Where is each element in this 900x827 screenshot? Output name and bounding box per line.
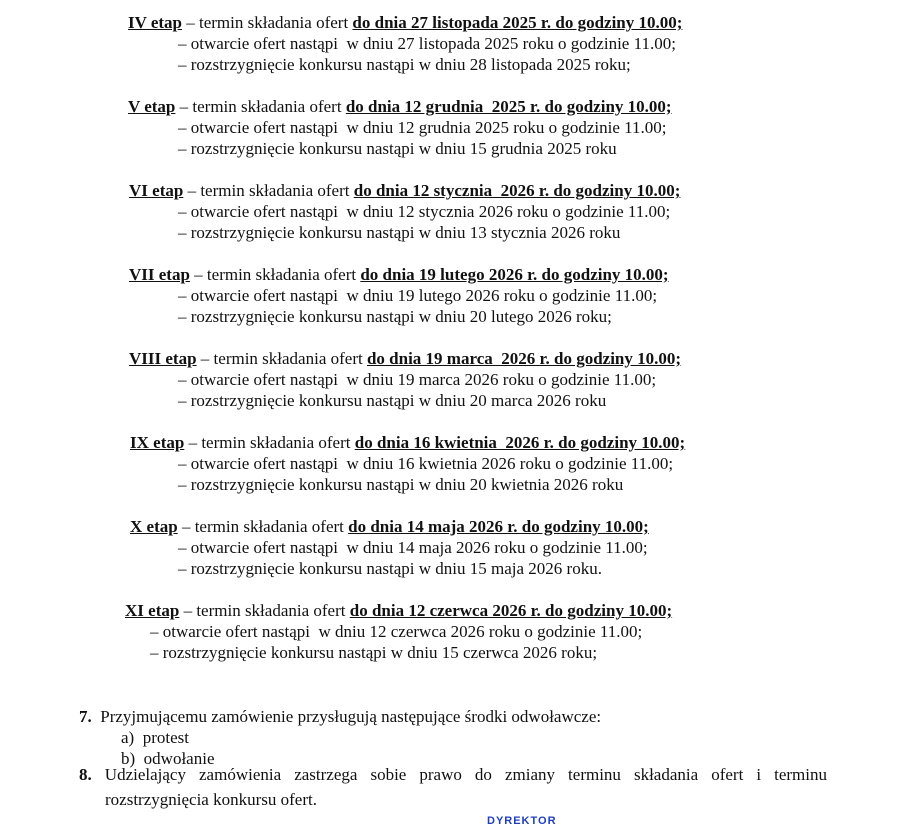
stage-opening: – otwarcie ofert nastąpi w dniu 12 grudnia 2025 roku o godzinie 11.00; (178, 118, 667, 137)
stage-intro: – termin składania ofert (196, 349, 367, 368)
stage-resolution: – rozstrzygnięcie konkursu nastąpi w dniu 15 czerwca 2026 roku; (150, 643, 598, 662)
stage-deadline: do dnia 12 stycznia 2026 r. do godziny 10.00; (353, 181, 681, 200)
stage-name: VI etap (129, 181, 184, 200)
section-number: 8. (79, 765, 92, 784)
stage-opening: – otwarcie ofert nastąpi w dniu 19 lutego 2026 roku o godzinie 11.00; (178, 286, 658, 305)
stage-heading (130, 433, 685, 453)
section-text: Udzielający zamówienia zastrzega sobie prawo do zmiany terminu składania ofert i terminu (104, 765, 827, 784)
stage-heading (129, 349, 681, 369)
stage-resolution: – rozstrzygnięcie konkursu nastąpi w dniu 20 marca 2026 roku (178, 391, 607, 410)
stage-deadline: do dnia 27 listopada 2025 r. do godziny 10.00; (352, 13, 683, 32)
stage-opening: – otwarcie ofert nastąpi w dniu 12 czerwca 2026 roku o godzinie 11.00; (150, 622, 643, 641)
stage-heading (130, 517, 649, 537)
section-text: Przyjmującemu zamówienie przysługują następujące środki odwoławcze: (100, 707, 602, 726)
stage-name: VII etap (129, 265, 190, 284)
stage-deadline: do dnia 19 marca 2026 r. do godziny 10.00; (366, 349, 682, 368)
section-8 (79, 765, 827, 785)
item-text: odwołanie (143, 749, 215, 768)
section-7 (79, 707, 601, 727)
stage-intro: – termin składania ofert (182, 13, 353, 32)
stage-heading (128, 97, 672, 117)
stage-resolution: – rozstrzygnięcie konkursu nastąpi w dniu 15 maja 2026 roku. (178, 559, 602, 578)
stage-name: VIII etap (129, 349, 197, 368)
stage-deadline: do dnia 12 czerwca 2026 r. do godziny 10.00; (349, 601, 673, 620)
stage-opening: – otwarcie ofert nastąpi w dniu 27 listopada 2025 roku o godzinie 11.00; (178, 34, 676, 53)
stage-intro: – termin składania ofert (183, 181, 354, 200)
list-item (121, 728, 189, 748)
stage-opening: – otwarcie ofert nastąpi w dniu 19 marca 2026 roku o godzinie 11.00; (178, 370, 657, 389)
stage-name: X etap (130, 517, 178, 536)
stage-name: IV etap (128, 13, 182, 32)
stage-deadline: do dnia 16 kwietnia 2026 r. do godziny 10.00; (354, 433, 686, 452)
stage-deadline: do dnia 19 lutego 2026 r. do godziny 10.00; (360, 265, 669, 284)
stage-resolution: – rozstrzygnięcie konkursu nastąpi w dniu 13 stycznia 2026 roku (178, 223, 621, 242)
stage-opening: – otwarcie ofert nastąpi w dniu 14 maja 2026 roku o godzinie 11.00; (178, 538, 648, 557)
stage-deadline: do dnia 14 maja 2026 r. do godziny 10.00; (348, 517, 649, 536)
stage-resolution: – rozstrzygnięcie konkursu nastąpi w dniu 15 grudnia 2025 roku (178, 139, 617, 158)
stage-heading (129, 265, 669, 285)
stage-deadline: do dnia 12 grudnia 2025 r. do godziny 10.00; (345, 97, 672, 116)
stage-resolution: – rozstrzygnięcie konkursu nastąpi w dniu 20 lutego 2026 roku; (178, 307, 612, 326)
stage-name: IX etap (130, 433, 185, 452)
item-label: a) (121, 728, 135, 747)
signature-stamp: DYREKTOR (487, 815, 557, 827)
stage-intro: – termin składania ofert (184, 433, 355, 452)
item-text: protest (142, 728, 189, 747)
stage-opening: – otwarcie ofert nastąpi w dniu 12 stycznia 2026 roku o godzinie 11.00; (178, 202, 671, 221)
stage-heading (129, 181, 680, 201)
stage-name: V etap (128, 97, 176, 116)
stage-heading (128, 13, 682, 33)
stage-name: XI etap (125, 601, 180, 620)
stage-resolution: – rozstrzygnięcie konkursu nastąpi w dniu 20 kwietnia 2026 roku (178, 475, 624, 494)
stage-resolution: – rozstrzygnięcie konkursu nastąpi w dniu 28 listopada 2025 roku; (178, 55, 631, 74)
stage-intro: – termin składania ofert (179, 601, 350, 620)
stage-opening: – otwarcie ofert nastąpi w dniu 16 kwietnia 2026 roku o godzinie 11.00; (178, 454, 674, 473)
section-number: 7. (79, 707, 92, 726)
stage-heading (125, 601, 672, 621)
section-8-continued: rozstrzygnięcia konkursu ofert. (105, 790, 317, 809)
item-label: b) (121, 749, 136, 768)
stage-intro: – termin składania ofert (177, 517, 349, 536)
stage-intro: – termin składania ofert (175, 97, 346, 116)
stage-intro: – termin składania ofert (189, 265, 361, 284)
